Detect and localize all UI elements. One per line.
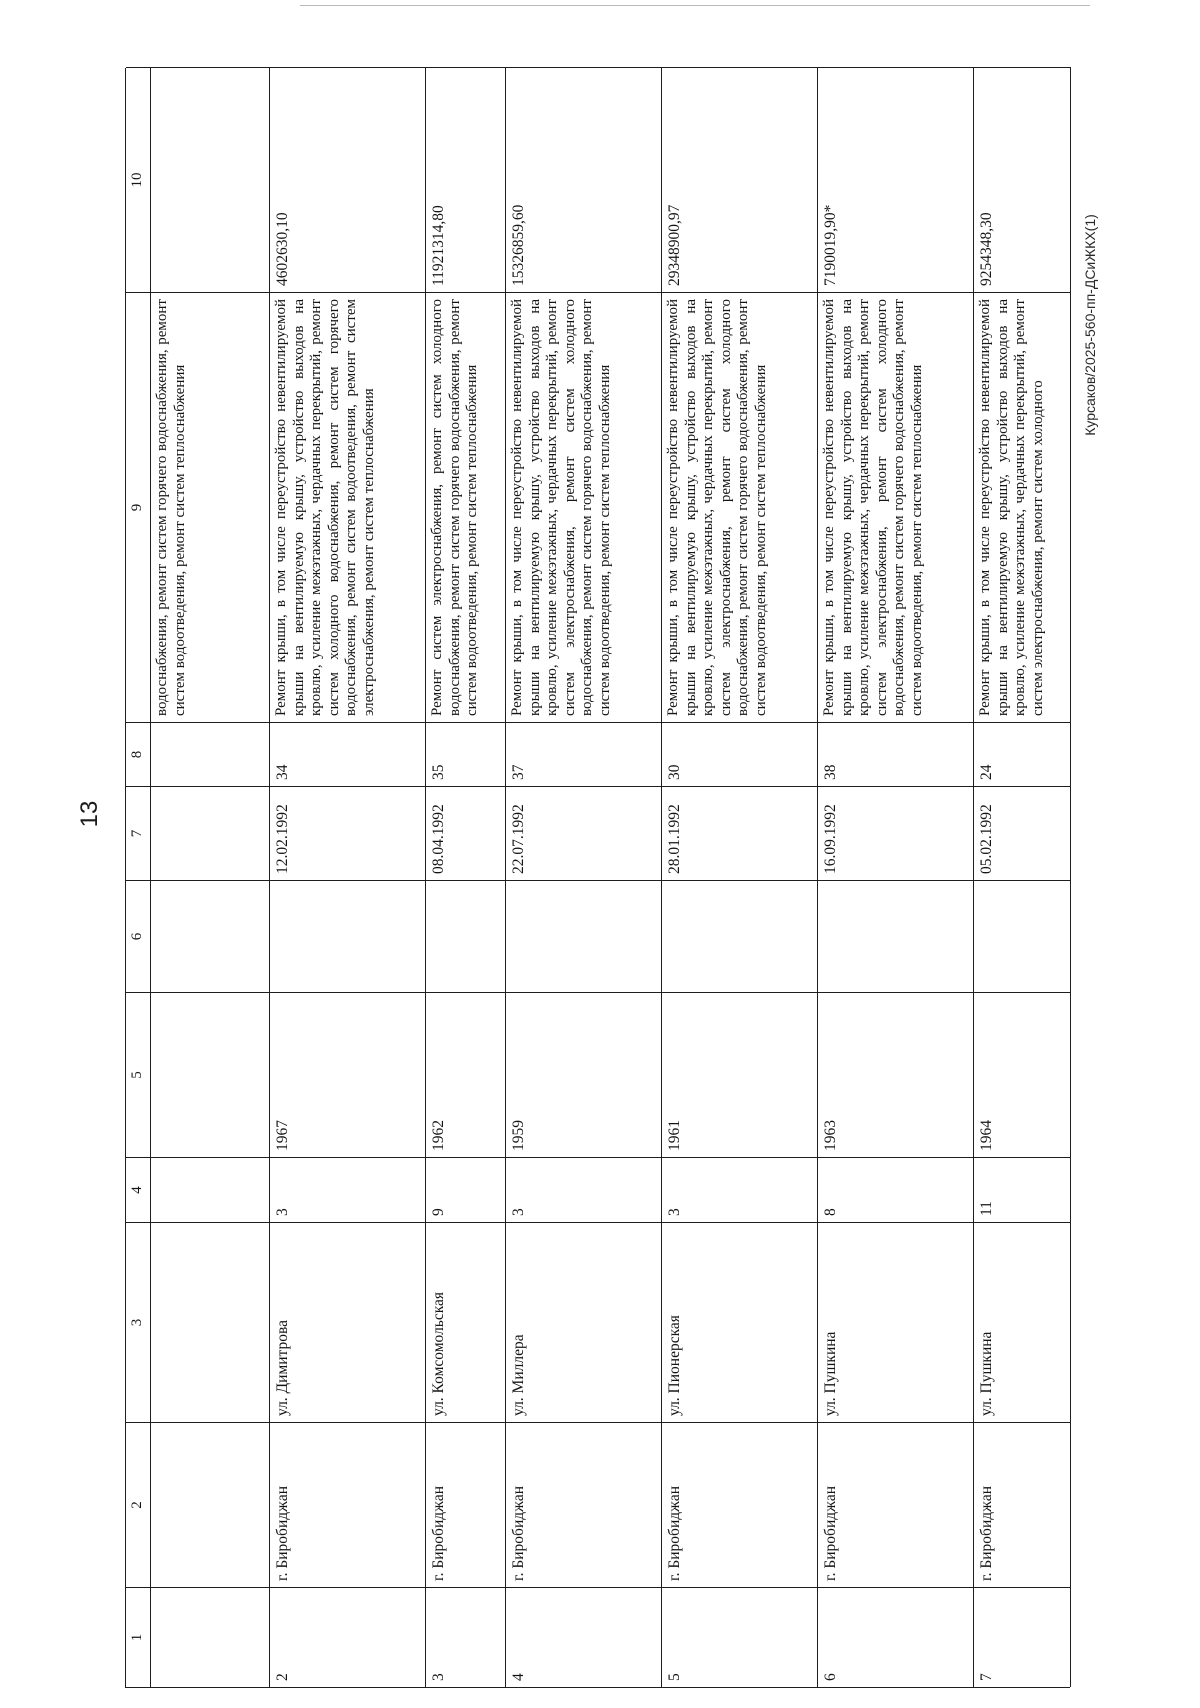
table-cell-house-number: 9 — [426, 1157, 506, 1222]
table-cell-city: г. Биробиджан — [426, 1422, 506, 1587]
table-cell-house-number: 8 — [818, 1157, 974, 1222]
table-cell-column-8: 34 — [270, 722, 426, 786]
table-cell-date — [151, 786, 270, 880]
table-cell-row-number: 6 — [818, 1587, 974, 1687]
table-cell-city — [151, 1422, 270, 1587]
header-cell-9: 9 — [126, 292, 151, 722]
table-cell-city: г. Биробиджан — [818, 1422, 974, 1587]
table-cell-date: 28.01.1992 — [662, 786, 818, 880]
header-cell-1: 1 — [126, 1587, 151, 1687]
table-cell-house-number: 11 — [974, 1157, 1071, 1222]
table-cell-build-year: 1962 — [426, 992, 506, 1157]
table-cell-column-6 — [662, 880, 818, 992]
header-cell-5: 5 — [126, 992, 151, 1157]
table-cell-street: ул. Миллера — [506, 1222, 662, 1422]
header-cell-7: 7 — [126, 786, 151, 880]
table-cell-column-6 — [270, 880, 426, 992]
table-cell-column-8: 24 — [974, 722, 1071, 786]
table-cell-street: ул. Димитрова — [270, 1222, 426, 1422]
table-cell-row-number: 4 — [506, 1587, 662, 1687]
table-cell-build-year — [151, 992, 270, 1157]
table-cell-street: ул. Пушкина — [818, 1222, 974, 1422]
table-cell-cost: 29348900,97 — [662, 67, 818, 292]
table-cell-cost: 9254348,30 — [974, 67, 1071, 292]
table-cell-column-6 — [151, 880, 270, 992]
table-cell-street — [151, 1222, 270, 1422]
table-cell-city: г. Биробиджан — [506, 1422, 662, 1587]
table-cell-row-number — [151, 1587, 270, 1687]
table-cell-row-number: 2 — [270, 1587, 426, 1687]
table-cell-row-number: 7 — [974, 1587, 1071, 1687]
table-cell-works-list: Ремонт крыши, в том числе переустройство невентилируемой крыши на вентилируемую крышу, устройство выходов на кровлю, усиление межэтажных, чердачных перекрытий, ремонт систем электроснабжения, ремонт систем холодного водоснабжения, ремонт систем горячего водоснабжения, ремонт систем водоотведения, ремонт систем теплоснабжения — [662, 292, 818, 722]
table-cell-cost — [151, 67, 270, 292]
table-cell-works-list: Ремонт крыши, в том числе переустройство невентилируемой крыши на вентилируемую крышу, устройство выходов на кровлю, усиление межэтажных, чердачных перекрытий, ремонт систем электроснабжения, ремонт систем холодного водоснабжения, ремонт систем горячего водоснабжения, ремонт систем водоотведения, ремонт систем теплоснабжения — [818, 292, 974, 722]
table-cell-row-number: 5 — [662, 1587, 818, 1687]
table-cell-city: г. Биробиджан — [974, 1422, 1071, 1587]
scan-border-line — [300, 5, 1090, 6]
table-cell-column-8: 30 — [662, 722, 818, 786]
table-cell-house-number: 3 — [506, 1157, 662, 1222]
table-cell-cost: 15326859,60 — [506, 67, 662, 292]
table-cell-date: 16.09.1992 — [818, 786, 974, 880]
header-cell-3: 3 — [126, 1222, 151, 1422]
table-cell-cost: 11921314,80 — [426, 67, 506, 292]
table-cell-column-8: 35 — [426, 722, 506, 786]
header-cell-2: 2 — [126, 1422, 151, 1587]
table-cell-build-year: 1964 — [974, 992, 1071, 1157]
table-cell-column-8: 37 — [506, 722, 662, 786]
table-cell-build-year: 1967 — [270, 992, 426, 1157]
table-cell-row-number: 3 — [426, 1587, 506, 1687]
table-cell-house-number: 3 — [270, 1157, 426, 1222]
table-cell-cost: 4602630,10 — [270, 67, 426, 292]
table-cell-city: г. Биробиджан — [270, 1422, 426, 1587]
table-cell-works-list: Ремонт крыши, в том числе переустройство невентилируемой крыши на вентилируемую крышу, устройство выходов на кровлю, усиление межэтажных, чердачных перекрытий, ремонт систем электроснабжения, ремонт систем холодного — [974, 292, 1071, 722]
header-cell-6: 6 — [126, 880, 151, 992]
table-cell-street: ул. Комсомольская — [426, 1222, 506, 1422]
table-cell-street: ул. Пионерская — [662, 1222, 818, 1422]
table-cell-build-year: 1963 — [818, 992, 974, 1157]
header-cell-4: 4 — [126, 1157, 151, 1222]
document-id-footer: Курсаков/2025-560-пп-ДСиЖКХ(1) — [1082, 214, 1098, 436]
table-cell-column-6 — [974, 880, 1071, 992]
table-cell-city: г. Биробиджан — [662, 1422, 818, 1587]
table-cell-date: 22.07.1992 — [506, 786, 662, 880]
table-cell-column-8 — [151, 722, 270, 786]
table-cell-cost: 7190019,90* — [818, 67, 974, 292]
table-cell-works-list: Ремонт крыши, в том числе переустройство невентилируемой крыши на вентилируемую крышу, устройство выходов на кровлю, усиление межэтажных, чердачных перекрытий, ремонт систем электроснабжения, ремонт систем холодного водоснабжения, ремонт систем горячего водоснабжения, ремонт систем водоотведения, ремонт систем теплоснабжения — [506, 292, 662, 722]
table-cell-works-list: Ремонт крыши, в том числе переустройство невентилируемой крыши на вентилируемую крышу, устройство выходов на кровлю, усиление межэтажных, чердачных перекрытий, ремонт систем холодного водоснабжения, ремонт систем горячего водоснабжения, ремонт систем водоотведения, ремонт систем электроснабжения, ремонт систем теплоснабжения — [270, 292, 426, 722]
table-cell-column-6 — [426, 880, 506, 992]
table-cell-date: 05.02.1992 — [974, 786, 1071, 880]
header-cell-8: 8 — [126, 722, 151, 786]
table-cell-works-list: Ремонт систем электроснабжения, ремонт систем холодного водоснабжения, ремонт систем горячего водоснабжения, ремонт систем водоотведения, ремонт систем теплоснабжения — [426, 292, 506, 722]
table-cell-house-number: 3 — [662, 1157, 818, 1222]
table-cell-build-year: 1959 — [506, 992, 662, 1157]
table-cell-column-8: 38 — [818, 722, 974, 786]
table-cell-works-list: водоснабжения, ремонт систем горячего водоснабжения, ремонт систем водоотведения, ремонт систем теплоснабжения — [151, 292, 270, 722]
table-cell-date: 12.02.1992 — [270, 786, 426, 880]
table-cell-street: ул. Пушкина — [974, 1222, 1071, 1422]
page-number: 13 — [76, 800, 103, 828]
rotated-table-wrapper — [125, 68, 1070, 1688]
capital-repair-table — [125, 68, 1070, 1688]
table-cell-column-6 — [818, 880, 974, 992]
table-cell-date: 08.04.1992 — [426, 786, 506, 880]
table-cell-house-number — [151, 1157, 270, 1222]
table-cell-build-year: 1961 — [662, 992, 818, 1157]
table-cell-column-6 — [506, 880, 662, 992]
header-cell-10: 10 — [126, 67, 151, 292]
